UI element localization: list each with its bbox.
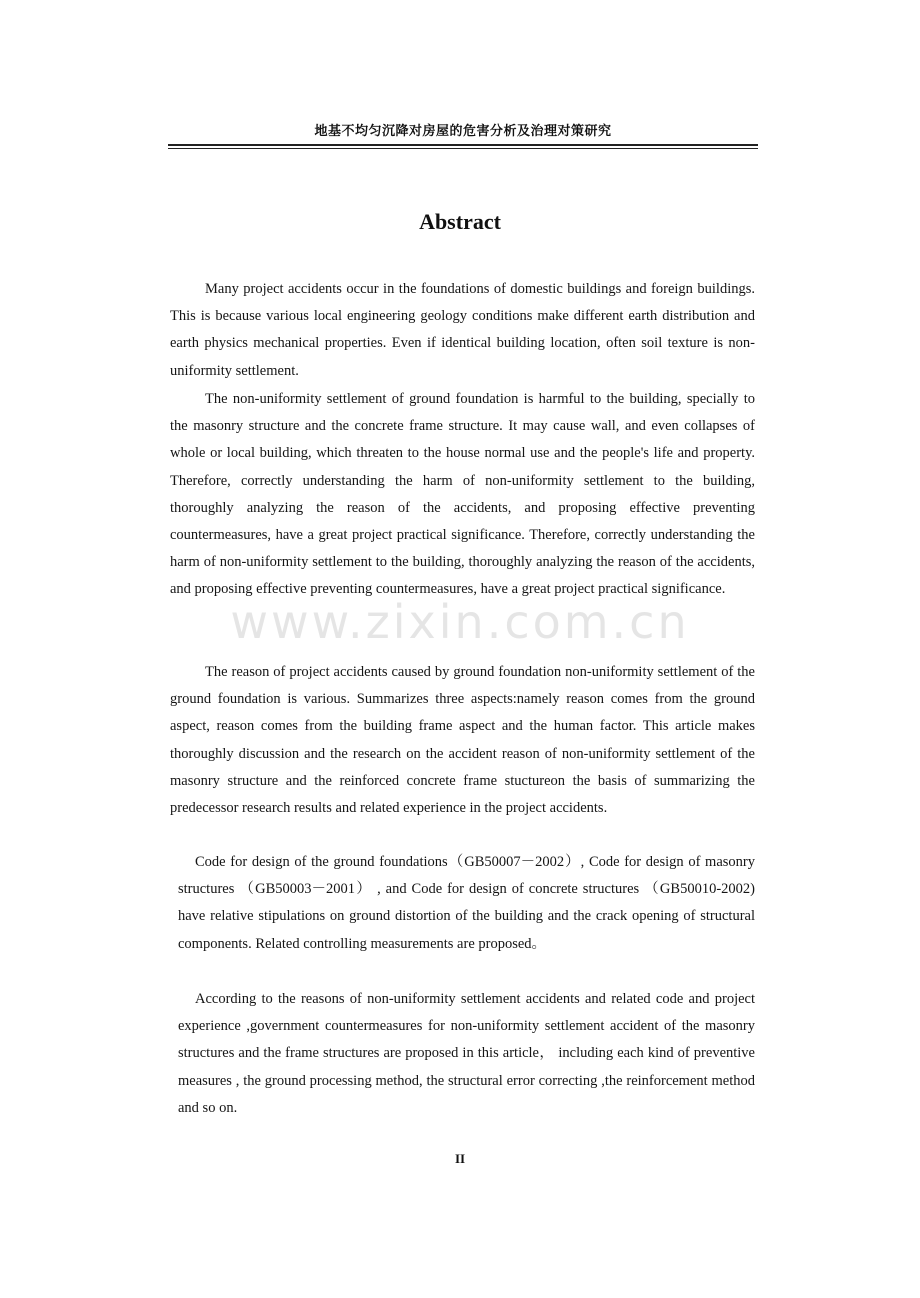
abstract-paragraph-3: The reason of project accidents caused by ground foundation non-uniformity settlement of the ground foundation is various. Summarizes three aspects:namely reason comes from the ground aspect, reason comes from the building frame aspect and the human factor. This article makes thoroughly discussion and the research on the accident reason of non-uniformity settlement of the masonry structure and the reinforced concrete frame stuctureon the basis of summarizing the predecessor research results and related experience in the project accidents. — [170, 664, 755, 817]
abstract-paragraph-1: Many project accidents occur in the foundations of domestic buildings and foreign buildings. This is because various local engineering geology conditions make different earth distribution and earth physics mechanical properties. Even if identical building location, often soil texture is non-uniformity settlement. — [170, 281, 755, 379]
abstract-paragraph-4: Code for design of the ground foundations（GB50007－2002）, Code for design of masonry structures （GB50003－2001） , and Code for design of concrete structures （GB50010-2002) have relative stipulations on ground distortion of the building and the crack opening of structural components. Related controlling measurements are proposed。 — [178, 854, 755, 952]
running-header: 地基不均匀沉降对房屋的危害分析及治理对策研究 — [314, 124, 612, 139]
watermark: www.zixin.com.cn — [230, 595, 690, 649]
abstract-title: Abstract — [419, 209, 501, 234]
header-rule-thick — [168, 144, 758, 146]
abstract-paragraph-5: According to the reasons of non-uniformity settlement accidents and related code and project experience ,government countermeasures for non-uniformity settlement accident of the masonry structures and the frame structures are proposed in this article， including each kind of preventive measures , the ground processing method, the structural error correcting ,the reinforcement method and so on. — [178, 991, 755, 1116]
header-rule-thin — [168, 148, 758, 149]
abstract-paragraph-2: The non-uniformity settlement of ground foundation is harmful to the building, specially to the masonry structure and the concrete frame structure. It may cause wall, and even collapses of whole or local building, which threaten to the house normal use and the people's life and property. Therefore, correctly understanding the harm of non-uniformity settlement to the building, thoroughly analyzing the reason of the accidents, and proposing effective preventing countermeasures, have a great project practical significance. Therefore, correctly understanding the harm of non-uniformity settlement to the building, thoroughly analyzing the reason of the accidents, and proposing effective preventing countermeasures, have a great project practical significance. — [170, 391, 755, 598]
page-number: II — [454, 1151, 466, 1166]
